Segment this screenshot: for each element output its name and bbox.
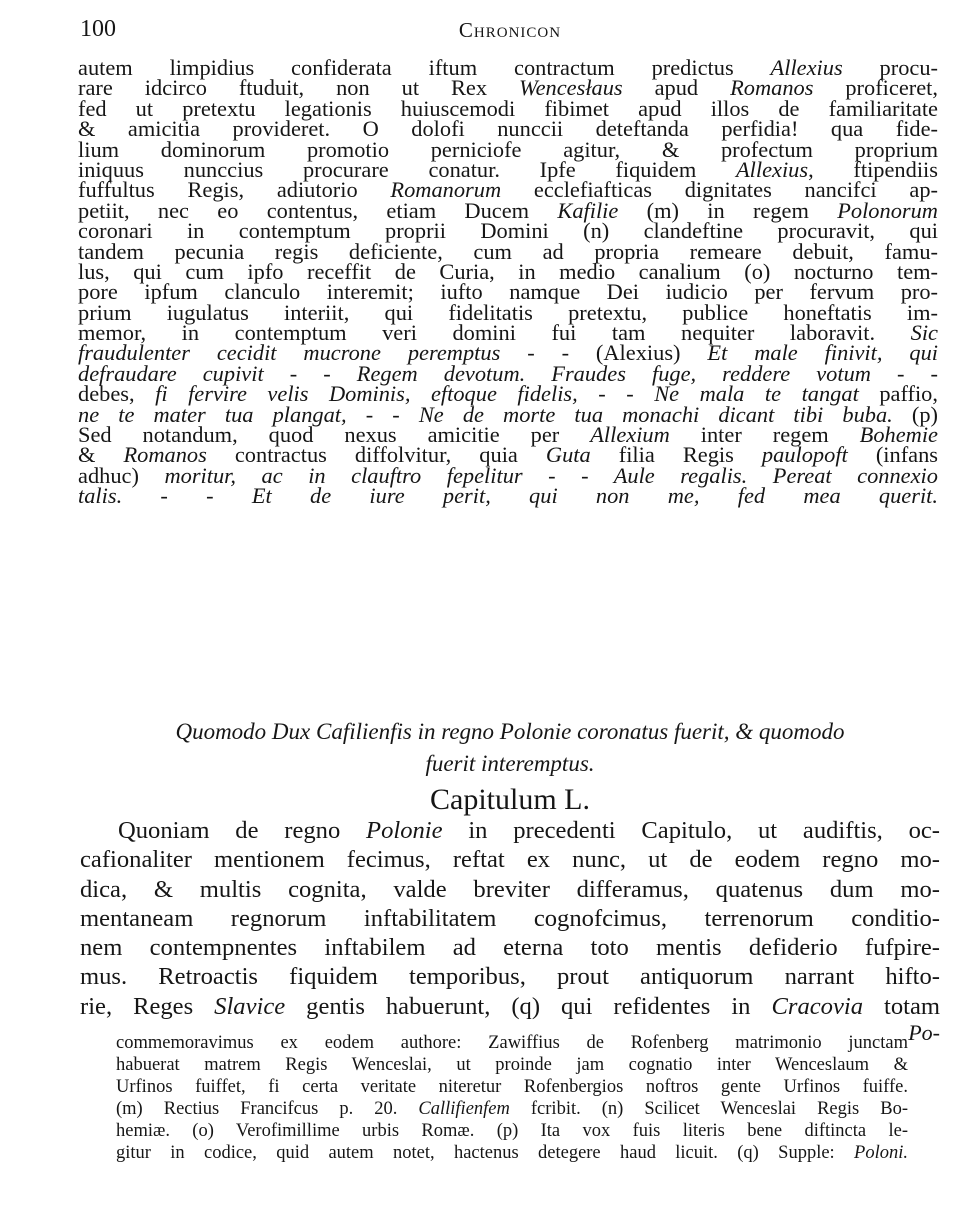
text-segment: proficeret, [813, 75, 938, 101]
text-segment: Allexius [735, 156, 809, 182]
text-segment: in precedenti Capitulo, ut audiftis, oc- [442, 817, 940, 844]
text-segment: paffio, [858, 381, 938, 407]
running-title: Chronicon [458, 18, 562, 42]
text-segment: procu- [842, 55, 938, 80]
text-segment: mus. Retroactis fiquidem temporibus, prout antiquorum narrant hifto- [80, 963, 940, 991]
text-segment: gitur in codice, quid autem notet, hactenus detegere haud licuit. (q) Supple: [116, 1143, 855, 1163]
text-segment: Romanorum [390, 177, 502, 203]
text-segment: Cracovia [771, 992, 863, 1020]
text-segment: autem limpidius confiderata iftum contractum predictus [78, 55, 771, 80]
text-segment: fraudulenter cecidit mucrone peremptus [78, 340, 501, 366]
text-segment: mentaneam regnorum inftabilitatem cognofcimus, terrenorum conditio- [80, 904, 940, 932]
text-segment: cafionaliter mentionem fecimus, reftat ex nunc, ut de eodem regno mo- [80, 846, 940, 874]
chapter-text-line [80, 816, 940, 845]
text-segment: commemoravimus ex eodem authore: Zawiffius de Rofenberg matrimonio junctam [116, 1033, 908, 1053]
chapter-heading-line: Quomodo Dux Cafilienfis in regno Polonie coronatus fuerit, & quomodo [175, 719, 845, 744]
text-segment: (m) Rectius Francifcus p. 20. [116, 1099, 419, 1119]
text-segment: nem contempnentes inftabilem ad eterna toto mentis defiderio fufpire- [80, 934, 940, 962]
text-segment: totam [863, 992, 940, 1020]
text-segment: - - [577, 381, 655, 407]
text-segment: paulopoft [761, 442, 848, 468]
text-segment: Ne mala te tangat [654, 381, 859, 407]
text-segment: habuerat matrem Regis Wenceslai, ut proinde jam cognatio inter Wenceslaum & [116, 1055, 908, 1075]
text-segment: Urfinos fuiffet, fi certa veritate niteretur Rofenbergios noftros gente Urfinos fuiffe. [116, 1077, 908, 1097]
text-segment: (infans [847, 442, 938, 468]
fn-text-line [116, 1120, 908, 1142]
text-segment: lium dominorum promotio perniciofe agitur, & profectum proprium [78, 136, 938, 162]
chapter-text-line [80, 904, 940, 933]
text-segment: filia Regis [590, 442, 762, 468]
chapter-text-line [80, 875, 940, 904]
running-head [80, 14, 940, 46]
text-segment: adhuc) [78, 462, 165, 488]
text-segment: fi fervire velis Dominis, eftoque fidelis, [155, 381, 578, 407]
chapter-title: Capitulum L. [430, 783, 590, 816]
text-segment: Slavice [214, 992, 286, 1020]
text-segment: Allexium [590, 422, 670, 448]
main-text-line [78, 483, 938, 509]
text-segment: memor, in contemptum veri domini fui tam nequiter laboravit. [78, 320, 911, 346]
text-segment: fed ut pretextu legationis huiuscemodi fibimet apud illos de familiaritate [78, 95, 938, 121]
text-segment: debes, [78, 381, 156, 407]
text-segment: prium iugulatus interiit, qui fidelitatis pretextu, publice honeftatis im- [78, 299, 938, 325]
text-segment: fuffultus Regis, adiutorio [78, 177, 391, 203]
text-segment: hemiæ. (o) Verofimillime urbis Romæ. (p) Ita vox fuis literis bene diftincta le- [116, 1121, 908, 1141]
text-segment: rie, Reges [80, 992, 215, 1020]
fn-text-line [116, 1098, 908, 1120]
text-segment: Poloni. [854, 1143, 908, 1163]
text-segment: Allexius [770, 55, 843, 80]
footnotes-block [116, 1032, 908, 1164]
text-segment: fcribit. (n) Scilicet Wenceslai Regis Bo- [509, 1099, 908, 1119]
text-segment: Sic [910, 320, 938, 346]
text-segment: (m) in regem [618, 197, 838, 223]
text-segment: Polonie [366, 817, 443, 844]
text-segment: Bohemie [859, 422, 938, 448]
text-segment: Romanos [730, 75, 814, 101]
text-segment: Kafilie [557, 197, 619, 223]
page-number: 100 [80, 16, 116, 42]
chapter-text-line [80, 933, 940, 962]
text-segment: talis. - - Et de iure perit, qui non me, fed mea querit. [78, 483, 938, 509]
catchword: Po- [908, 1020, 940, 1045]
text-segment: rare idcirco ftuduit, non ut Rex [78, 75, 519, 101]
text-segment: , ftipendiis [808, 156, 938, 182]
text-segment: Et male finivit, qui [707, 340, 938, 366]
text-segment: lus, qui cum ipfo receffit de Curia, in medio canalium (o) nocturno tem- [78, 258, 938, 284]
text-segment: coronari in contemptum proprii Domini (n) clandeftine procuravit, qui [78, 218, 938, 244]
chapter-heading-line: fuerit interemptus. [425, 751, 595, 776]
text-segment: gentis habuerunt, (q) qui refidentes in [285, 992, 772, 1020]
main-text-block [78, 55, 939, 509]
text-segment: pore ipfum clanculo interemit; iufto namque Dei iudicio per fervum pro- [78, 279, 938, 305]
text-segment: petiit, nec eo contentus, etiam Ducem [78, 197, 558, 223]
text-segment: Sed notandum, quod nexus amicitie per [78, 422, 591, 448]
text-segment: apud [622, 75, 731, 101]
text-segment: Romanos [123, 442, 207, 468]
fn-text-line [116, 1054, 908, 1076]
text-segment: tandem pecunia regis deficiente, cum ad propria remeare debuit, famu- [78, 238, 938, 264]
text-segment: Callifienfem [418, 1099, 510, 1119]
text-segment: moritur, ac in clauftro fepelitur - - Aule regalis. Pereat connexio [164, 462, 938, 488]
text-segment: & amicitia provideret. O dolofi nunccii deteftanda perfidia! qua fide- [78, 116, 938, 142]
chapter-text-line [80, 962, 940, 991]
text-segment: dica, & multis cognita, valde breviter differamus, quatenus dum mo- [80, 875, 940, 903]
text-segment: Polonorum [837, 197, 938, 223]
text-segment: (p) [892, 401, 938, 427]
text-segment: Wencesłaus [519, 75, 623, 101]
text-segment: & [78, 442, 124, 468]
chapter-text-line [80, 845, 940, 874]
text-segment: defraudare cupivit - - Regem devotum. Fraudes fuge, reddere votum - - [78, 360, 938, 386]
fn-text-line [116, 1142, 908, 1164]
fn-text-line [116, 1032, 908, 1054]
text-segment: Quoniam de regno [118, 817, 367, 844]
text-segment: Guta [545, 442, 591, 468]
text-segment: inter regem [669, 422, 860, 448]
chapter-text-line [80, 992, 940, 1021]
fn-text-line [116, 1076, 908, 1098]
text-segment: iniquus nunccius procurare conatur. Ipfe fiquidem [78, 156, 736, 182]
text-segment: - - (Alexius) [500, 340, 708, 366]
chapter-heading [80, 716, 940, 780]
text-segment: contractus diffolvitur, quia [206, 442, 546, 468]
chapter-text-block [80, 816, 940, 1021]
text-segment: ecclefiafticas dignitates nancifci ap- [501, 177, 939, 203]
text-segment: ne te mater tua plangat, - - Ne de morte tua monachi dicant tibi buba. [78, 401, 893, 427]
